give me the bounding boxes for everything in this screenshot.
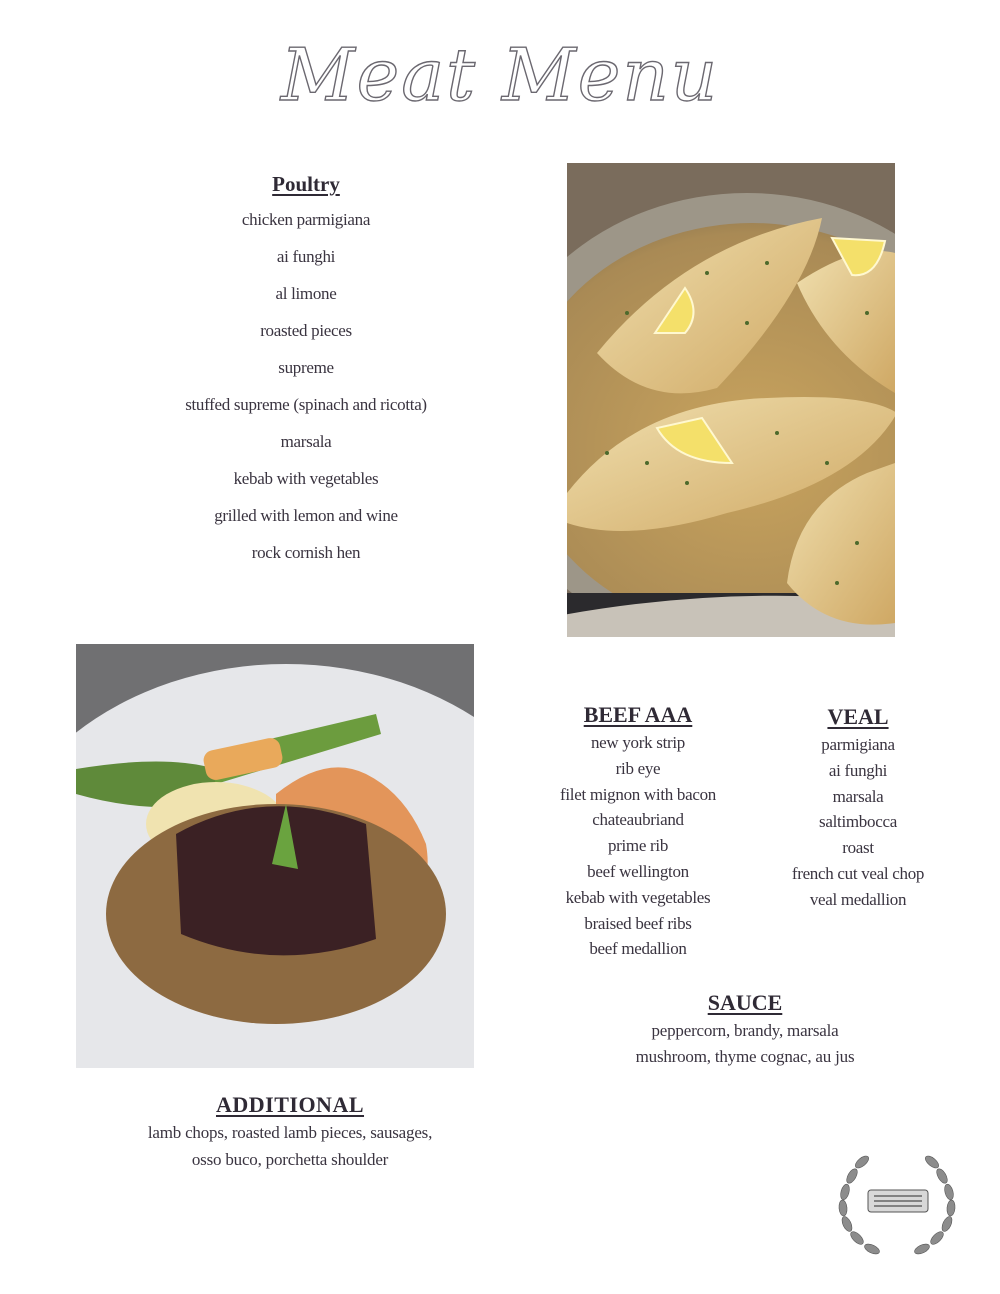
filet-mignon-plate-photo [76,644,474,1068]
laurel-wreath-logo [832,1144,962,1269]
additional-section [90,1091,490,1173]
menu-item: beef wellington [587,861,689,881]
menu-item: supreme [278,358,334,377]
menu-item: roasted pieces [260,321,352,340]
menu-item: ai funghi [828,760,888,780]
menu-item: veal medallion [809,889,907,909]
menu-item: braised beef ribs [584,913,692,933]
sauce-section [570,988,920,1070]
menu-item: al limone [275,284,337,303]
additional-heading: ADDITIONAL [215,1092,365,1117]
sauce-line: mushroom, thyme cognac, au jus [635,1047,855,1066]
additional-line: lamb chops, roasted lamb pieces, sausages, [147,1123,433,1142]
menu-item: chateaubriand [592,810,684,830]
menu-item: rib eye [615,758,661,778]
beef-heading: BEEF AAA [583,702,693,727]
additional-line: osso buco, porchetta shoulder [191,1150,389,1169]
menu-item: prime rib [607,836,669,856]
menu-item: kebab with vegetables [233,469,379,488]
page-title: Meat Menu [280,33,720,117]
menu-item: beef medallion [589,939,687,959]
menu-item: parmigiana [821,735,895,754]
menu-item: chicken parmigiana [241,210,371,229]
menu-item: filet mignon with bacon [560,784,716,804]
sauce-line: peppercorn, brandy, marsala [651,1021,839,1040]
menu-item: stuffed supreme (spinach and ricotta) [185,395,427,414]
menu-item: french cut veal chop [791,863,925,883]
menu-item: ai funghi [276,247,336,266]
menu-item: marsala [832,786,884,806]
chicken-piccata-photo [567,163,895,637]
beef-section [520,700,756,962]
menu-item: rock cornish hen [251,543,361,562]
sauce-heading: SAUCE [707,990,783,1015]
poultry-heading: Poultry [272,172,340,196]
menu-item: roast [842,838,874,858]
menu-item: grilled with lemon and wine [214,506,398,525]
menu-item: saltimbocca [819,812,897,832]
menu-item: marsala [280,432,332,451]
poultry-section [130,170,482,571]
menu-item: kebab with vegetables [565,887,711,907]
menu-item: new york strip [590,733,685,752]
veal-section [765,702,951,913]
veal-heading: VEAL [827,704,889,729]
